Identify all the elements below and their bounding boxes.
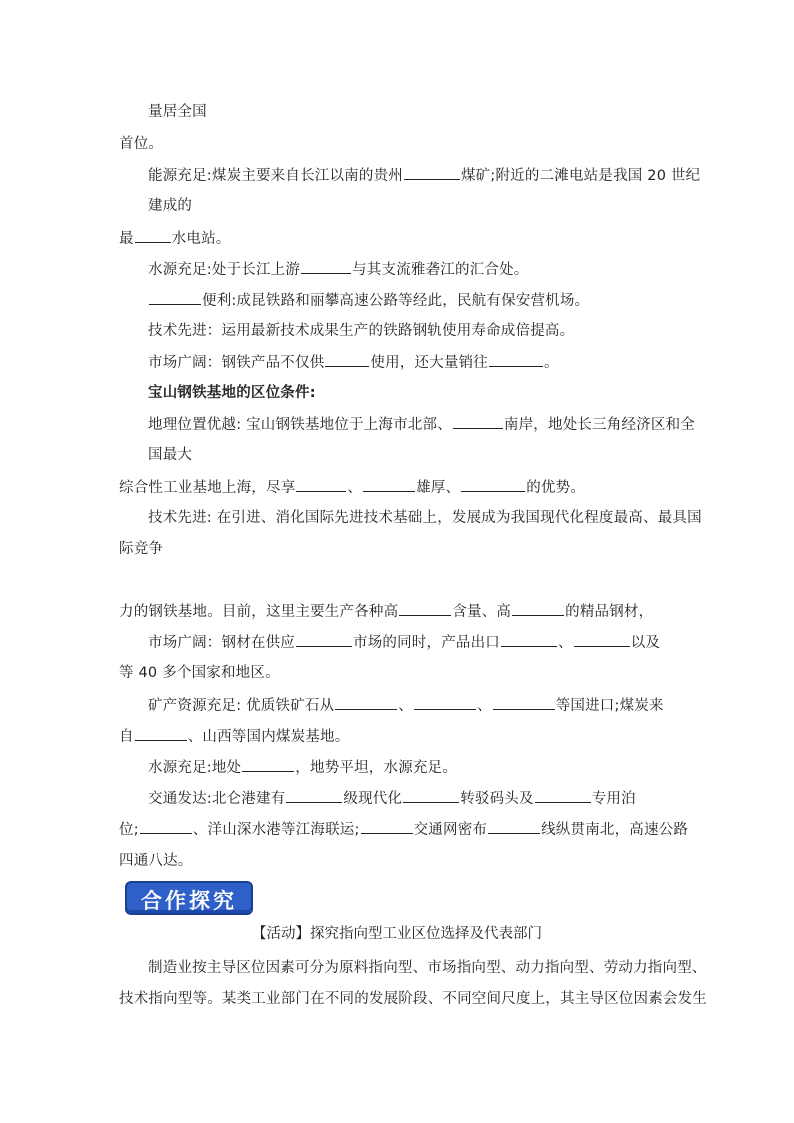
text-line: 综合性工业基地上海，尽享 、 雄厚、 的优势。 [119, 477, 585, 498]
text-line: 位; 、洋山深水港等江海联运; 交通网密布 线纵贯南北，高速公路 [119, 819, 688, 840]
text-line: 力的钢铁基地。目前，这里主要生产各种高 含量、高 的精品钢材， [119, 601, 653, 622]
answer-blank[interactable] [286, 788, 342, 803]
section-heading: 宝山钢铁基地的区位条件: [148, 385, 316, 401]
text-line: 矿产资源充足: 优质铁矿石从 、 、 等国进口;煤炭来 [148, 695, 664, 716]
answer-blank[interactable] [512, 601, 564, 616]
paragraph-line: 制造业按主导区位因素可分为原料指向型、市场指向型、动力指向型、劳动力指向型、 [148, 960, 707, 976]
text-line: 技术先进: 在引进、消化国际先进技术基础上，发展成为我国现代化程度最高、最具国 [148, 510, 702, 526]
text-line: 地理位置优越: 宝山钢铁基地位于上海市北部、 南岸，地处长三角经济区和全 [148, 414, 695, 435]
answer-blank[interactable] [135, 726, 187, 741]
text-line: 水源充足:处于长江上游 与其支流雅砻江的汇合处。 [148, 259, 529, 280]
answer-blank[interactable] [489, 352, 543, 367]
text-line: 量居全国 [148, 104, 207, 120]
text-line: 技术先进：运用最新技术成果生产的铁路钢轨使用寿命成倍提高。 [148, 323, 575, 339]
answer-blank[interactable] [242, 757, 294, 772]
answer-blank[interactable] [403, 788, 459, 803]
text-line: 国最大 [148, 447, 193, 463]
answer-blank[interactable] [140, 819, 192, 834]
answer-blank[interactable] [535, 788, 591, 803]
answer-blank[interactable] [493, 695, 555, 710]
activity-title: 【活动】探究指向型工业区位选择及代表部门 [252, 926, 542, 942]
answer-blank[interactable] [574, 632, 630, 647]
answer-blank[interactable] [301, 259, 351, 274]
section-badge-label: 合作探究 [141, 889, 237, 913]
answer-blank[interactable] [461, 477, 525, 492]
text-line: 市场广阔：钢材在供应 市场的同时，产品出口 、 以及 [148, 632, 660, 653]
text-line: 等 40 多个国家和地区。 [119, 665, 280, 681]
answer-blank[interactable] [361, 819, 413, 834]
answer-blank[interactable] [399, 601, 451, 616]
answer-blank[interactable] [501, 632, 557, 647]
text-line: 便利:成昆铁路和丽攀高速公路等经此，民航有保安营机场。 [148, 290, 589, 311]
answer-blank[interactable] [404, 165, 460, 180]
text-line: 自 、山西等国内煤炭基地。 [119, 726, 349, 747]
answer-blank[interactable] [363, 477, 415, 492]
answer-blank[interactable] [488, 819, 540, 834]
text-line: 市场广阔：钢铁产品不仅供 使用，还大量销往 。 [148, 352, 559, 373]
text-line: 首位。 [119, 136, 164, 152]
answer-blank[interactable] [296, 632, 352, 647]
answer-blank[interactable] [325, 352, 369, 367]
section-badge [125, 881, 253, 915]
answer-blank[interactable] [149, 290, 201, 305]
text-line: 交通发达:北仑港建有 级现代化 转驳码头及 专用泊 [148, 788, 636, 809]
text-line: 际竞争 [119, 541, 164, 557]
text-line: 水源充足:地处 ，地势平坦，水源充足。 [148, 757, 457, 778]
text-line: 能源充足:煤炭主要来自长江以南的贵州 煤矿;附近的二滩电站是我国 20 世纪 [148, 165, 700, 186]
answer-blank[interactable] [335, 695, 397, 710]
text-line: 四通八达。 [119, 853, 193, 869]
answer-blank[interactable] [453, 414, 503, 429]
answer-blank[interactable] [296, 477, 346, 492]
paragraph-line: 技术指向型等。某类工业部门在不同的发展阶段、不同空间尺度上，其主导区位因素会发生 [119, 991, 707, 1007]
text-line: 建成的 [148, 198, 193, 214]
answer-blank[interactable] [135, 228, 171, 243]
text-line: 最 水电站。 [119, 228, 231, 249]
answer-blank[interactable] [414, 695, 476, 710]
